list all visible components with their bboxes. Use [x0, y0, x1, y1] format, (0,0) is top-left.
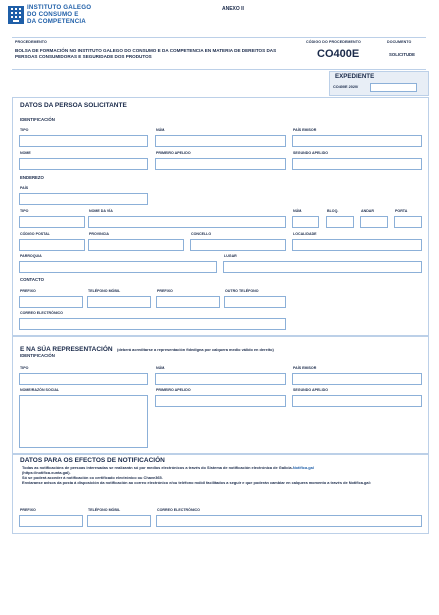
notification-title: DATOS PARA OS EFECTOS DE NOTIFICACIÓN: [20, 457, 165, 464]
code-label: CÓDIGO DO PROCEDEMENTO: [306, 40, 361, 44]
pais-input[interactable]: [19, 193, 148, 205]
rep-segundo-apelido-label: SEGUNDO APELIDO: [293, 388, 329, 392]
rep-tipo-label: TIPO: [20, 366, 29, 370]
correo-label: CORREO ELECTRÓNICO: [20, 311, 63, 315]
codigo-postal-label: CÓDIGO POSTAL: [20, 232, 50, 236]
pais-label: PAÍS: [20, 186, 29, 190]
notif-prefixo-label: PREFIXO: [20, 508, 36, 512]
prefixo-label: PREFIXO: [20, 289, 36, 293]
applicant-title: DATOS DA PERSOA SOLICITANTE: [20, 102, 127, 109]
num-input[interactable]: [155, 135, 286, 147]
representation-identification: IDENTIFICACIÓN: [20, 353, 55, 358]
nome-input[interactable]: [19, 158, 148, 170]
andar-input[interactable]: [360, 216, 388, 228]
num-label: NÚM.: [156, 128, 166, 132]
notification-text: [22, 466, 422, 486]
notification-line-1a: Todas as notificacións de persoas interesadas se realizarán só por medios electrónicos a través do Sistema de notificación electrónica de Galicia-: [22, 465, 293, 470]
provincia-input[interactable]: [88, 239, 184, 251]
nome-label: NOME: [20, 151, 31, 155]
rep-primeiro-apelido-input[interactable]: [155, 395, 286, 407]
prefixo2-input[interactable]: [156, 296, 220, 308]
concello-label: CONCELLO: [191, 232, 212, 236]
document-value: SOLICITUDE: [389, 52, 416, 57]
org-line-3: DA COMPETENCIA: [27, 17, 86, 25]
anexo-label: ANEXO II: [222, 6, 244, 12]
notif-correo-input[interactable]: [156, 515, 422, 527]
notif-telefono-input[interactable]: [87, 515, 151, 527]
notif-prefixo-input[interactable]: [19, 515, 83, 527]
bloq-label: BLOQ.: [327, 209, 339, 213]
xunta-logo: [8, 6, 24, 24]
tipo-via-label: TIPO: [20, 209, 29, 213]
codigo-postal-input[interactable]: [19, 239, 85, 251]
representation-note: (deberá acreditarse a representación fidedigna por calquera medio válido en dereito): [117, 347, 274, 352]
lugar-label: LUGAR: [224, 254, 237, 258]
localidade-input[interactable]: [292, 239, 422, 251]
outro-telefono-input[interactable]: [224, 296, 286, 308]
notifica-link[interactable]: Notifica.gal: [292, 465, 314, 470]
concello-input[interactable]: [190, 239, 286, 251]
procedure-label: PROCEDEMENTO: [15, 40, 47, 44]
parroquia-label: PARROQUIA: [20, 254, 42, 258]
andar-label: ANDAR: [361, 209, 374, 213]
address-heading: ENDEREZO: [20, 175, 44, 180]
segundo-apelido-label: SEGUNDO APELIDO: [293, 151, 329, 155]
rep-primeiro-apelido-label: PRIMEIRO APELIDO: [156, 388, 191, 392]
representation-heading: [20, 338, 274, 356]
rep-nome-razon-input[interactable]: [19, 395, 148, 448]
notif-telefono-label: TELÉFONO MÓBIL: [88, 508, 121, 512]
expediente-input[interactable]: [370, 83, 417, 92]
rep-nome-razon-label: NOME/RAZÓN SOCIAL: [20, 388, 60, 392]
notification-line-3: Enviaranse avisos da posta á disposición da notificación ao correo electrónico e/ou teléfono móbil facilitados a seguir e que poderán cambiar en calquera momento a través de Notifica.gal:: [22, 479, 371, 485]
expediente-label: EXPEDIENTE: [335, 73, 375, 80]
telefono-movil-input[interactable]: [87, 296, 151, 308]
rep-num-label: NÚM.: [156, 366, 166, 370]
outro-telefono-label: OUTRO TELÉFONO: [225, 289, 259, 293]
correo-input[interactable]: [19, 318, 286, 330]
notif-correo-label: CORREO ELECTRÓNICO: [157, 508, 200, 512]
localidade-label: LOCALIDADE: [293, 232, 317, 236]
num-via-label: NÚM.: [293, 209, 303, 213]
prefixo-input[interactable]: [19, 296, 83, 308]
rep-pais-emisor-label: PAÍS EMISOR: [293, 366, 317, 370]
org-line-1: INSTITUTO GALEGO: [27, 4, 92, 11]
nome-via-label: NOME DA VÍA: [89, 209, 113, 213]
procedure-code: CO400E: [317, 48, 360, 60]
segundo-apelido-input[interactable]: [292, 158, 422, 170]
bloq-input[interactable]: [326, 216, 354, 228]
notification-line-2: Só se poderá acceder á notificación co certificado electrónico ou Chave365.: [22, 474, 163, 480]
provincia-label: PROVINCIA: [89, 232, 109, 236]
applicant-identification: IDENTIFICACIÓN: [20, 117, 55, 122]
primeiro-apelido-label: PRIMEIRO APELIDO: [156, 151, 191, 155]
notification-line-1b: (https://notifica.xunta.gal).: [22, 469, 71, 475]
document-label: DOCUMENTO: [387, 40, 412, 44]
telefono-movil-label: TELÉFONO MÓBIL: [88, 289, 121, 293]
tipo-input[interactable]: [19, 135, 148, 147]
rep-segundo-apelido-input[interactable]: [292, 395, 422, 407]
tipo-via-input[interactable]: [19, 216, 85, 228]
pais-emisor-input[interactable]: [292, 135, 422, 147]
porta-input[interactable]: [394, 216, 422, 228]
lugar-input[interactable]: [223, 261, 422, 273]
expediente-code: CO400E 2020/: [333, 85, 359, 89]
org-name: [27, 5, 91, 25]
porta-label: PORTA: [395, 209, 408, 213]
nome-via-input[interactable]: [88, 216, 286, 228]
prefixo2-label: PREFIXO: [157, 289, 173, 293]
num-via-input[interactable]: [292, 216, 319, 228]
procedure-title: BOLSA DE FORMACIÓN NO INSTITUTO GALEGO DO CONSUMO E DA COMPETENCIA EN MATERIA DE DEREITOS DAS PERSOAS CONSUMIDORAS E SEGURIDADE DOS PRODUTOS: [15, 48, 277, 59]
rep-pais-emisor-input[interactable]: [292, 373, 422, 385]
representation-title: E NA SÚA REPRESENTACIÓN: [20, 346, 113, 353]
parroquia-input[interactable]: [19, 261, 217, 273]
rep-tipo-input[interactable]: [19, 373, 148, 385]
rep-num-input[interactable]: [155, 373, 286, 385]
pais-emisor-label: PAÍS EMISOR: [293, 128, 317, 132]
org-line-2: DO CONSUMO E: [27, 10, 79, 18]
contact-heading: CONTACTO: [20, 277, 44, 282]
tipo-label: TIPO: [20, 128, 29, 132]
primeiro-apelido-input[interactable]: [155, 158, 286, 170]
